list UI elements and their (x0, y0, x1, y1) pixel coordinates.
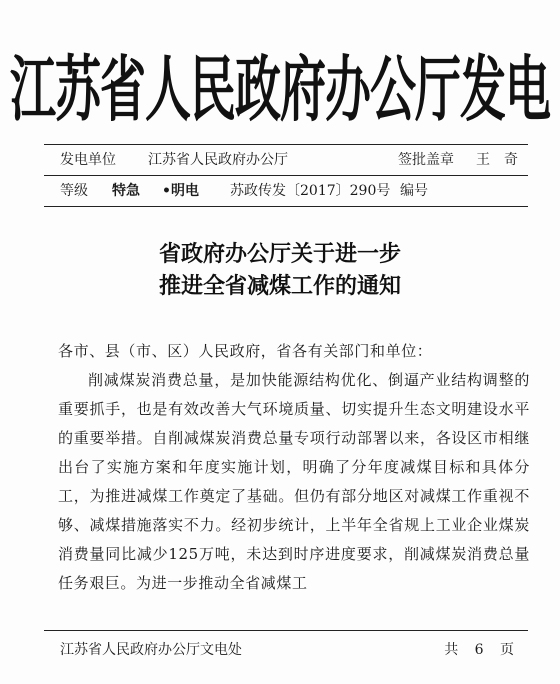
transmission-type: •明电 (162, 183, 199, 199)
sender-value: 江苏省人民政府办公厅 (148, 152, 288, 168)
header-bottom-rule (44, 206, 528, 207)
masthead-title: 江苏省人民政府办公厅发电 (10, 47, 550, 132)
document-title-line1: 省政府办公厅关于进一步 (158, 242, 401, 267)
header-middle-rule (44, 175, 528, 176)
footer-page-count: 共 6 页 (444, 642, 520, 658)
salutation: 各市、县（市、区）人民政府，省各有关部门和单位： (58, 342, 433, 360)
header-top-rule (44, 144, 528, 145)
signer-value: 王 奇 (476, 152, 518, 168)
footer-rule (44, 630, 528, 631)
document-title-line2: 推进全省减煤工作的通知 (158, 274, 401, 299)
serial-label: 编号 (400, 183, 428, 199)
doc-number: 苏政传发〔2017〕290号 (230, 183, 391, 199)
grade-label: 等级 (60, 183, 88, 199)
sender-label: 发电单位 (60, 152, 116, 168)
signer-label: 签批盖章 (398, 152, 454, 168)
document-body (58, 337, 530, 598)
footer-office: 江苏省人民政府办公厅文电处 (60, 642, 242, 658)
grade-value: 特急 (112, 183, 140, 199)
body-paragraph: 削减煤炭消费总量，是加快能源结构优化、倒逼产业结构调整的重要抓手，也是有效改善大气环境质量、切实提升生态文明建设水平的重要举措。自削减煤炭消费总量专项行动部署以来，各设区市相继出台了实施方案和年度实施计划，明确了分年度减煤目标和具体分工，为推进减煤工作奠定了基础。但仍有部分地区对减煤工作重视不够、减煤措施落实不力。经初步统计，上半年全省规上工业企业煤炭消费量同比减少125万吨，未达到时序进度要求，削减煤炭消费总量任务艰巨。为进一步推动全省减煤工 (58, 371, 530, 592)
